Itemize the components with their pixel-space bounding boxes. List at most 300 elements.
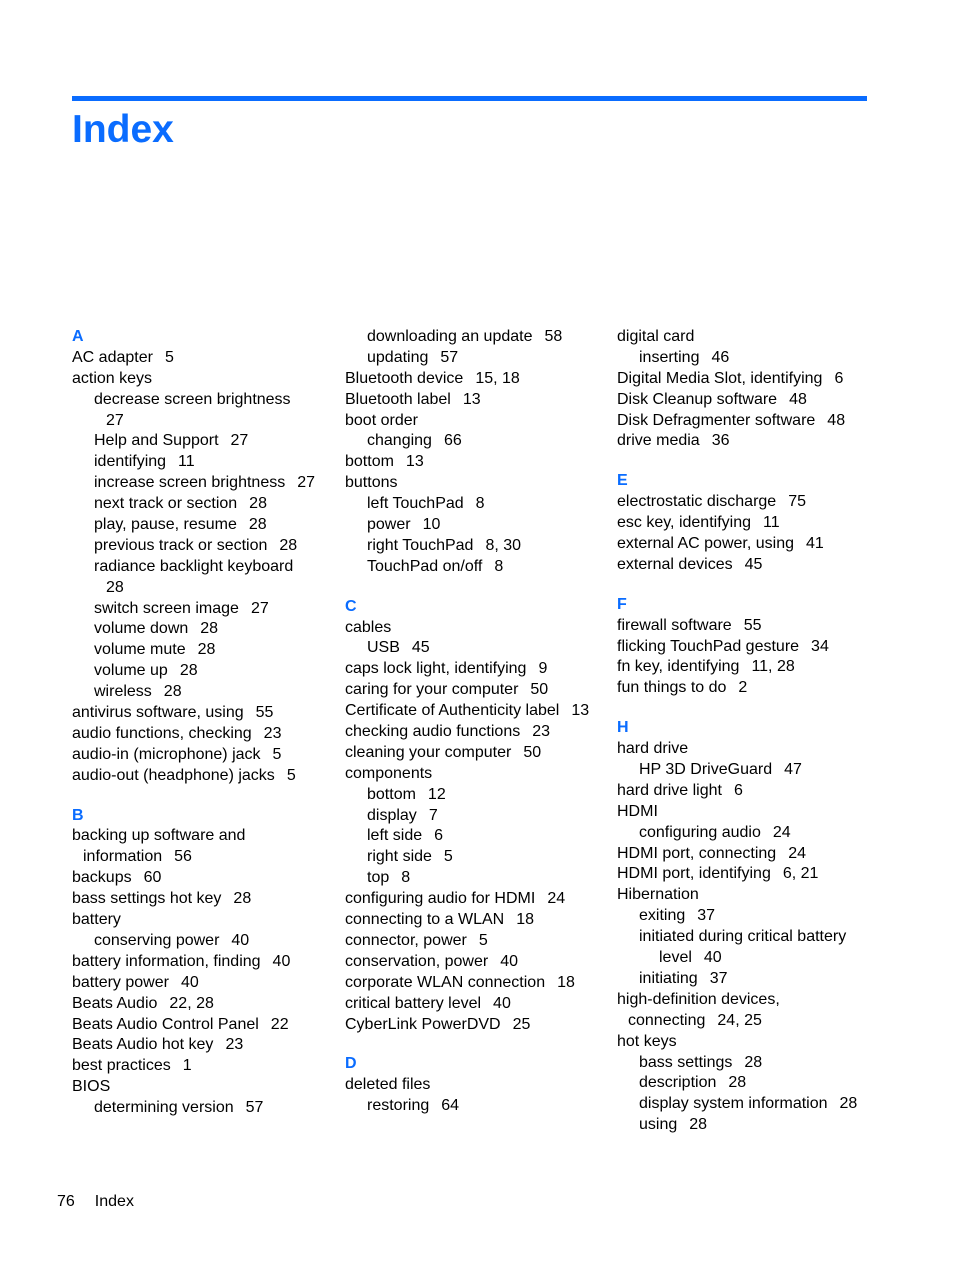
entry-page-ref: 13: [405, 453, 424, 471]
index-entry: [617, 1032, 907, 1053]
entry-term: description: [639, 1074, 717, 1092]
index-entry: [345, 327, 610, 348]
index-entry: [345, 452, 610, 473]
index-entry: [345, 1096, 610, 1117]
entry-page-ref: 28: [179, 662, 198, 680]
entry-term: buttons: [345, 474, 398, 492]
index-entry: [617, 990, 907, 1011]
entry-page-ref: 36: [711, 432, 730, 450]
index-entry: [617, 1073, 907, 1094]
entry-page-ref: 28: [744, 1053, 763, 1071]
entry-term: audio functions, checking: [72, 724, 252, 742]
footer-label: Index: [94, 1193, 134, 1210]
entry-term: Beats Audio hot key: [72, 1036, 214, 1054]
entry-term: best practices: [72, 1057, 171, 1075]
entry-page-ref: 28: [200, 620, 219, 638]
entry-term: volume down: [94, 620, 189, 638]
entry-term: caring for your computer: [345, 681, 519, 699]
entry-term: initiating: [639, 969, 698, 987]
index-entry: [345, 889, 610, 910]
index-entry: [72, 411, 337, 432]
entry-term: drive media: [617, 432, 700, 450]
entry-page-ref: 28: [249, 495, 267, 513]
entry-term: battery: [72, 911, 121, 929]
entry-term: connecting: [628, 1011, 706, 1029]
entry-page-ref: 6, 21: [782, 865, 819, 883]
entry-term: configuring audio for HDMI: [345, 890, 536, 908]
entry-term: switch screen image: [94, 599, 239, 617]
index-entry: [345, 994, 610, 1015]
index-entry: [617, 760, 907, 781]
index-entry: [72, 973, 337, 994]
entry-term: fun things to do: [617, 679, 727, 697]
entry-term: determining version: [94, 1099, 234, 1117]
index-entry: [72, 724, 337, 745]
index-entry: [617, 802, 907, 823]
entry-term: fn key, identifying: [617, 658, 740, 676]
entry-page-ref: 1: [182, 1057, 192, 1075]
index-entry: [345, 701, 610, 722]
entry-term: flicking TouchPad gesture: [617, 637, 800, 655]
entry-page-ref: 10: [422, 516, 441, 534]
entry-term: left TouchPad: [367, 495, 464, 513]
entry-page-ref: 40: [180, 973, 199, 991]
index-entry: [617, 739, 907, 760]
index-entry: [72, 745, 337, 766]
index-entry: [345, 494, 610, 515]
entry-page-ref: 12: [427, 785, 446, 803]
entry-term: updating: [367, 348, 429, 366]
entry-term: battery information, finding: [72, 952, 261, 970]
entry-term: bottom: [345, 453, 394, 471]
index-entry: [345, 473, 610, 494]
entry-page-ref: 45: [411, 639, 430, 657]
entry-term: wireless: [94, 683, 152, 701]
entry-term: HP 3D DriveGuard: [639, 761, 773, 779]
entry-page-ref: 47: [784, 761, 802, 779]
entry-page-ref: 45: [744, 555, 763, 573]
index-entry: [72, 452, 337, 473]
index-entry: [345, 557, 610, 578]
index-entry: [72, 889, 337, 910]
entry-term: cables: [345, 618, 392, 636]
entry-page-ref: 15, 18: [475, 369, 520, 387]
entry-term: high-definition devices,: [617, 990, 780, 1008]
entry-page-ref: 28: [163, 683, 182, 701]
index-entry: [72, 494, 337, 515]
index-entry: [617, 431, 907, 452]
entry-page-ref: 23: [263, 724, 282, 742]
entry-page-ref: 28: [689, 1116, 708, 1134]
entry-term: Help and Support: [94, 432, 219, 450]
entry-term: using: [639, 1116, 678, 1134]
entry-term: power: [367, 516, 411, 534]
index-entry: [617, 348, 907, 369]
entry-page-ref: 8: [401, 869, 411, 887]
entry-page-ref: 24: [772, 823, 791, 841]
entry-term: downloading an update: [367, 328, 533, 345]
entry-term: Disk Defragmenter software: [617, 411, 816, 429]
index-entry: [72, 952, 337, 973]
index-column-2: [345, 327, 610, 1117]
index-entry: [617, 844, 907, 865]
entry-page-ref: 22: [270, 1015, 289, 1033]
entry-term: battery power: [72, 973, 169, 991]
entry-page-ref: 34: [811, 637, 829, 655]
entry-page-ref: 40: [703, 949, 722, 967]
entry-term: HDMI: [617, 802, 658, 820]
index-entry: [617, 1094, 907, 1115]
entry-term: HDMI port, identifying: [617, 865, 771, 883]
index-entry: [72, 473, 337, 494]
entry-page-ref: 11, 28: [751, 658, 795, 676]
section-letter: F: [617, 595, 627, 613]
index-entry: [617, 927, 907, 948]
entry-page-ref: 40: [272, 952, 291, 970]
index-entry: [617, 781, 907, 802]
index-entry: [345, 910, 610, 931]
index-entry: [617, 513, 907, 534]
entry-term: Beats Audio Control Panel: [72, 1015, 259, 1033]
entry-page-ref: 50: [523, 743, 542, 761]
entry-page-ref: 5: [272, 745, 282, 763]
index-entry: [345, 680, 610, 701]
index-entry: [345, 638, 610, 659]
index-entry: [72, 826, 337, 847]
index-entry: [72, 703, 337, 724]
index-entry: [72, 557, 337, 578]
index-entry: [617, 369, 907, 390]
section-letter: E: [617, 472, 628, 490]
entry-page-ref: 9: [538, 660, 548, 678]
entry-term: Beats Audio: [72, 994, 158, 1012]
index-entry: [345, 931, 610, 952]
entry-term: level: [659, 949, 692, 967]
entry-term: digital card: [617, 328, 695, 345]
entry-page-ref: 57: [245, 1099, 264, 1117]
entry-page-ref: 75: [788, 493, 806, 511]
entry-term: firewall software: [617, 616, 732, 634]
index-entry: [617, 1115, 907, 1136]
entry-page-ref: 6: [834, 369, 844, 387]
entry-page-ref: 11: [763, 514, 780, 532]
index-entry: [617, 1053, 907, 1074]
entry-page-ref: 24, 25: [717, 1011, 762, 1029]
entry-page-ref: 6: [733, 781, 743, 799]
index-entry: [617, 948, 907, 969]
index-entry: [617, 969, 907, 990]
entry-term: exiting: [639, 907, 686, 925]
index-entry: [617, 492, 907, 513]
index-entry: [345, 618, 610, 639]
entry-page-ref: 8: [475, 495, 485, 513]
index-entry: [72, 910, 337, 931]
entry-page-ref: 28: [248, 516, 267, 534]
index-entry: [72, 369, 337, 390]
entry-page-ref: 5: [478, 931, 488, 949]
entry-term: conservation, power: [345, 952, 489, 970]
entry-term: information: [83, 848, 163, 866]
entry-page-ref: 40: [500, 952, 518, 970]
entry-page-ref: 6: [434, 827, 444, 845]
index-entry: [345, 952, 610, 973]
entry-page-ref: 22, 28: [169, 994, 214, 1012]
section-letter: C: [345, 597, 357, 615]
entry-term: Disk Cleanup software: [617, 390, 778, 408]
index-entry: [617, 885, 907, 906]
index-entry: [345, 1075, 610, 1096]
entry-page-ref: 28: [728, 1074, 747, 1092]
entry-term: right side: [367, 848, 432, 866]
index-entry: [72, 931, 337, 952]
entry-page-ref: 24: [547, 890, 566, 908]
entry-page-ref: 23: [532, 723, 551, 741]
section-letter: H: [617, 719, 629, 737]
entry-page-ref: 27: [230, 432, 249, 450]
entry-page-ref: 25: [512, 1015, 531, 1033]
index-entry: [345, 743, 610, 764]
entry-term: esc key, identifying: [617, 514, 751, 532]
entry-term: electrostatic discharge: [617, 493, 777, 511]
index-entry: [345, 659, 610, 680]
index-entry: [72, 578, 337, 599]
entry-term: boot order: [345, 411, 418, 429]
entry-term: initiated during critical battery: [639, 928, 847, 946]
entry-page-ref: 7: [428, 806, 438, 824]
entry-page-ref: 55: [743, 616, 762, 634]
entry-term: decrease screen brightness: [94, 390, 291, 408]
entry-term: volume mute: [94, 641, 186, 659]
index-entry: [72, 994, 337, 1015]
entry-page-ref: 8, 30: [485, 536, 522, 554]
entry-term: AC adapter: [72, 348, 153, 366]
entry-term: CyberLink PowerDVD: [345, 1015, 501, 1033]
entry-term: TouchPad on/off: [367, 557, 483, 575]
index-entry: [617, 390, 907, 411]
index-entry: [345, 515, 610, 536]
index-entry: [72, 640, 337, 661]
entry-page-ref: 64: [441, 1097, 460, 1115]
section-letter: D: [345, 1055, 357, 1073]
page-title: Index: [72, 108, 174, 151]
index-entry: [617, 678, 907, 699]
entry-term: external devices: [617, 555, 733, 573]
index-entry: [345, 764, 610, 785]
entry-term: configuring audio: [639, 823, 761, 841]
entry-term: radiance backlight keyboard: [94, 557, 294, 575]
section-letter: B: [72, 806, 84, 824]
entry-page-ref: 27: [297, 474, 316, 492]
index-entry: [617, 555, 907, 576]
entry-term: Certificate of Authenticity label: [345, 702, 560, 720]
index-entry: [72, 682, 337, 703]
entry-term: checking audio functions: [345, 723, 521, 741]
index-entry: [72, 868, 337, 889]
index-entry: [72, 515, 337, 536]
entry-term: inserting: [639, 348, 700, 366]
index-entry: [72, 1035, 337, 1056]
entry-term: identifying: [94, 453, 167, 471]
index-entry: [345, 390, 610, 411]
entry-term: backups: [72, 869, 132, 887]
entry-term: corporate WLAN connection: [345, 973, 546, 991]
entry-page-ref: 58: [544, 328, 563, 345]
index-entry: [345, 369, 610, 390]
entry-page-ref: 5: [286, 766, 296, 784]
entry-page-ref: 28: [839, 1095, 858, 1113]
entry-page-ref: 27: [106, 411, 124, 429]
index-entry: [345, 868, 610, 889]
entry-page-ref: 46: [711, 348, 730, 366]
index-entry: [617, 534, 907, 555]
index-entry: [72, 348, 337, 369]
entry-term: audio-in (microphone) jack: [72, 745, 261, 763]
entry-term: cleaning your computer: [345, 743, 512, 761]
entry-term: right TouchPad: [367, 536, 474, 554]
entry-term: conserving power: [94, 931, 220, 949]
entry-term: next track or section: [94, 495, 238, 513]
entry-page-ref: 28: [279, 536, 298, 554]
index-entry: [345, 431, 610, 452]
entry-page-ref: 18: [516, 911, 534, 929]
index-entry: [345, 785, 610, 806]
entry-term: left side: [367, 827, 423, 845]
index-entry: [345, 847, 610, 868]
entry-page-ref: 28: [233, 890, 252, 908]
entry-term: bass settings: [639, 1053, 733, 1071]
index-entry: [72, 599, 337, 620]
entry-term: antivirus software, using: [72, 704, 244, 722]
page-footer: [57, 1192, 134, 1212]
page-number: 76: [57, 1193, 75, 1210]
index-entry: [345, 536, 610, 557]
index-entry: [345, 722, 610, 743]
index-entry: [345, 973, 610, 994]
index-entry: [617, 657, 907, 678]
entry-page-ref: 8: [494, 557, 504, 575]
entry-term: volume up: [94, 662, 168, 680]
entry-term: components: [345, 764, 433, 782]
entry-term: hard drive: [617, 740, 689, 758]
entry-page-ref: 40: [493, 994, 511, 1012]
index-entry: [617, 411, 907, 432]
entry-page-ref: 2: [738, 679, 748, 697]
entry-term: audio-out (headphone) jacks: [72, 766, 275, 784]
entry-page-ref: 40: [231, 931, 250, 949]
index-entry: [617, 327, 907, 348]
index-entry: [72, 1015, 337, 1036]
index-entry: [72, 390, 337, 411]
entry-term: hot keys: [617, 1032, 677, 1050]
index-entry: [345, 806, 610, 827]
index-entry: [72, 661, 337, 682]
index-entry: [72, 1098, 337, 1119]
index-entry: [345, 1015, 610, 1036]
entry-term: Digital Media Slot, identifying: [617, 369, 823, 387]
entry-term: Hibernation: [617, 886, 699, 904]
index-column-1: [72, 327, 337, 1119]
entry-term: previous track or section: [94, 536, 268, 554]
index-entry: [72, 847, 337, 868]
index-entry: [72, 431, 337, 452]
entry-term: critical battery level: [345, 994, 482, 1012]
entry-page-ref: 37: [709, 969, 728, 987]
index-entry: [617, 1011, 907, 1032]
entry-term: external AC power, using: [617, 535, 794, 553]
entry-term: caps lock light, identifying: [345, 660, 527, 678]
entry-page-ref: 28: [197, 641, 216, 659]
entry-page-ref: 5: [164, 348, 174, 366]
entry-term: display system information: [639, 1095, 828, 1113]
section-letter: A: [72, 328, 84, 345]
entry-term: HDMI port, connecting: [617, 844, 777, 862]
entry-term: action keys: [72, 369, 153, 387]
index-column-3: [617, 327, 907, 1136]
entry-page-ref: 28: [106, 578, 124, 596]
index-entry: [345, 826, 610, 847]
title-rule: [72, 96, 867, 101]
entry-page-ref: 56: [174, 848, 192, 866]
entry-page-ref: 5: [443, 848, 453, 866]
index-entry: [345, 411, 610, 432]
index-entry: [617, 637, 907, 658]
entry-term: restoring: [367, 1097, 430, 1115]
entry-term: bass settings hot key: [72, 890, 222, 908]
index-entry: [617, 864, 907, 885]
entry-term: hard drive light: [617, 781, 722, 799]
entry-term: top: [367, 869, 390, 887]
entry-term: increase screen brightness: [94, 474, 286, 492]
index-entry: [72, 1056, 337, 1077]
index-entry: [345, 348, 610, 369]
entry-page-ref: 27: [250, 599, 269, 617]
entry-page-ref: 41: [806, 535, 824, 553]
entry-term: deleted files: [345, 1076, 431, 1094]
entry-page-ref: 11: [178, 453, 195, 471]
entry-page-ref: 57: [440, 348, 459, 366]
index-entry: [617, 906, 907, 927]
entry-term: connector, power: [345, 931, 467, 949]
entry-term: display: [367, 806, 417, 824]
entry-term: backing up software and: [72, 827, 246, 845]
entry-page-ref: 50: [530, 681, 549, 699]
entry-page-ref: 55: [255, 704, 274, 722]
index-entry: [72, 1077, 337, 1098]
entry-page-ref: 23: [225, 1036, 244, 1054]
entry-page-ref: 18: [557, 973, 575, 991]
entry-page-ref: 48: [789, 390, 807, 408]
entry-term: play, pause, resume: [94, 516, 237, 534]
index-entry: [72, 619, 337, 640]
entry-page-ref: 13: [571, 702, 590, 720]
index-entry: [72, 536, 337, 557]
entry-term: BIOS: [72, 1078, 111, 1096]
entry-page-ref: 48: [827, 411, 846, 429]
entry-page-ref: 60: [143, 869, 162, 887]
entry-term: Bluetooth device: [345, 369, 464, 387]
entry-term: connecting to a WLAN: [345, 911, 505, 929]
entry-page-ref: 37: [697, 907, 716, 925]
entry-page-ref: 66: [443, 432, 462, 450]
entry-term: Bluetooth label: [345, 390, 451, 408]
index-entry: [617, 823, 907, 844]
entry-page-ref: 24: [788, 844, 806, 862]
entry-page-ref: 13: [462, 390, 481, 408]
index-entry: [617, 616, 907, 637]
entry-term: USB: [367, 639, 400, 657]
index-entry: [72, 766, 337, 787]
entry-term: changing: [367, 432, 432, 450]
